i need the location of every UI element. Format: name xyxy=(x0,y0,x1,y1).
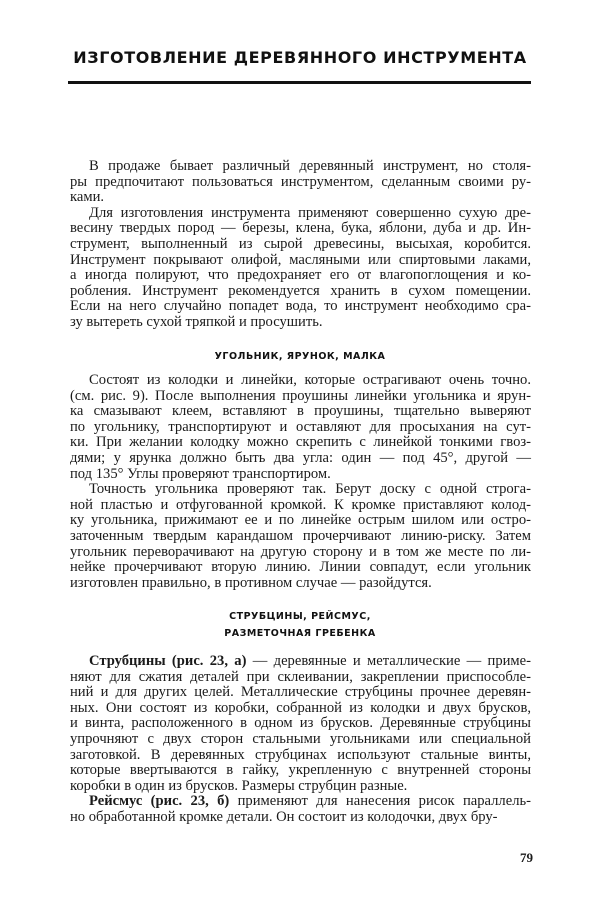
text-line: заточенным твердым карандашом прочерчивают линию-риску. Затем xyxy=(70,527,531,544)
text-line xyxy=(70,654,531,670)
text-line: нейке прочерчивают вторую линию. Линии совпадут, если угольник xyxy=(70,559,531,576)
text-line: ной пластью и отфугованной кромкой. К кромке приставляют колод- xyxy=(70,496,531,513)
text-line: упрочняют с двух сторон стальными угольниками или специальной xyxy=(70,730,531,747)
line-text: применяют для нанесения рисок параллель- xyxy=(229,793,531,810)
section-heading-strubciny: СТРУБЦИНЫ, РЕЙСМУС, xyxy=(229,611,371,622)
text-line: под 135° Углы проверяют транспортиром. xyxy=(70,465,331,482)
text-line: ры предпочитают пользоваться инструментом, сделанным своими ру- xyxy=(70,173,531,190)
text-line: изготовлен правильно, в противном случае — разойдутся. xyxy=(70,574,432,591)
text-line: ний и для других целей. Металлические струбцины прочнее деревян- xyxy=(70,684,531,701)
title-rule xyxy=(68,81,531,84)
bold-term: Рейсмус (рис. 23, б) xyxy=(89,793,230,810)
text-line: а иногда полируют, что предохраняет его от влагопоглощения и ко- xyxy=(70,267,531,284)
text-line: струмент, выполненный из сырой древесины, высыхая, коробится. xyxy=(70,235,531,252)
text-line: (см. рис. 9). После выполнения проушины линейки угольника и ярун- xyxy=(70,387,531,404)
section-intro xyxy=(70,159,531,331)
text-line: Для изготовления инструмента применяют совершенно сухую дре- xyxy=(89,204,531,221)
text-line: Инструмент покрывают олифой, масляными или спиртовыми лаками, xyxy=(70,251,531,268)
text-line: и винта, расположенного в одном из брусков. Деревянные струбцины xyxy=(70,715,531,732)
section-ugolnik xyxy=(70,373,531,591)
text-line: зу вытереть сухой тряпкой и просушить. xyxy=(70,313,323,330)
text-line: заготовкой. В деревянных струбцинах используют стальные винты, xyxy=(70,746,531,763)
text-line: угольник переворачивают на другую сторону и в том же месте по ли- xyxy=(70,543,531,560)
text-line: Если на него случайно попадет вода, то инструмент необходимо сра- xyxy=(70,298,531,315)
section-heading-strubciny-2: РАЗМЕТОЧНАЯ ГРЕБЕНКА xyxy=(224,628,376,639)
text-line: по угольнику, транспортируют и оставляют для просыхания на сут- xyxy=(70,418,531,435)
section-heading-ugolnik: УГОЛЬНИК, ЯРУНОК, МАЛКА xyxy=(214,351,386,362)
text-line: робления. Инструмент рекомендуется хранить в сухом помещении. xyxy=(70,282,531,299)
text-line: дями; у ярунка должно быть два угла: один — под 45°, другой — xyxy=(70,449,531,466)
bold-term: Струбцины (рис. 23, а) xyxy=(89,653,247,669)
chapter-title: ИЗГОТОВЛЕНИЕ ДЕРЕВЯННОГО ИНСТРУМЕНТА xyxy=(73,48,527,67)
text-line: но обработанной кромке детали. Он состоит из колодочки, двух бру- xyxy=(70,808,498,825)
text-line: В продаже бывает различный деревянный инструмент, но столя- xyxy=(89,158,531,174)
text-line: няют для сжатия деталей при склеивании, закреплении приспособле- xyxy=(70,668,531,685)
text-line xyxy=(70,794,531,810)
section-strubciny xyxy=(70,654,531,826)
text-line: которые ввертываются в гайку, укрепленную с внутренней стороны xyxy=(70,762,531,779)
text-line: ками. xyxy=(70,189,105,206)
text-line: Точность угольника проверяют так. Берут доску с одной строга- xyxy=(89,481,531,498)
line-text: — деревянные и металлические — приме- xyxy=(246,653,532,669)
text-line: Состоят из колодки и линейки, которые острагивают очень точно. xyxy=(89,372,531,388)
text-line: весину твердых пород — березы, клена, бука, яблони, дуба и др. Ин- xyxy=(70,220,531,237)
text-line: ка смазывают клеем, вставляют в проушины, тщательно выверяют xyxy=(70,403,531,420)
text-line: ку угольника, прижимают ее и по линейке острым шилом или остро- xyxy=(70,512,531,529)
text-line: ки. При желании колодку можно скрепить с линейкой тонкими гвоз- xyxy=(70,434,531,451)
text-line: коробки в один из брусков. Размеры струбцин разные. xyxy=(70,777,408,794)
page-number: 79 xyxy=(520,850,533,865)
text-line: ных. Они состоят из коробки, собранной из колодки и двух брусков, xyxy=(70,699,531,716)
